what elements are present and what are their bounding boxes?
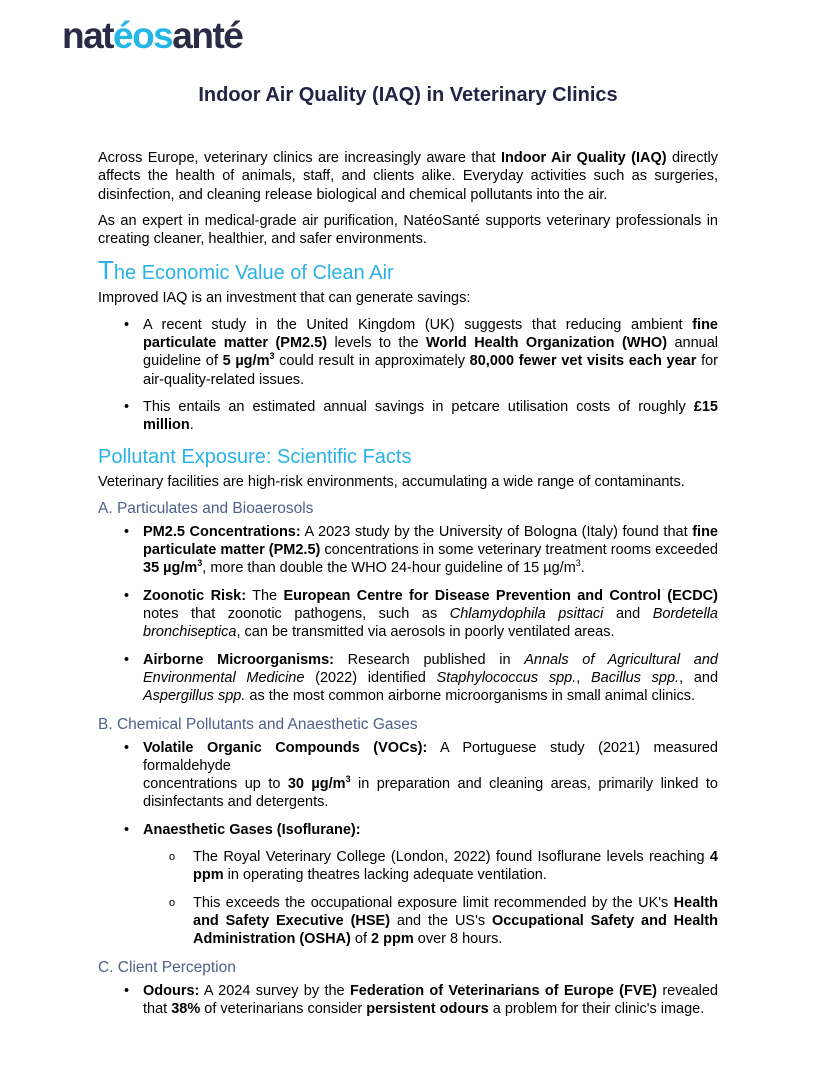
text-run: he Economic Value of Clean Air xyxy=(113,262,394,285)
text-run: over 8 hours. xyxy=(413,931,503,948)
bullet-marker: • xyxy=(124,523,130,540)
subsection-a-heading xyxy=(98,499,718,519)
text-run: Aspergillus spp. xyxy=(143,688,246,705)
text-run: C. Client Perception xyxy=(98,958,236,976)
text-run: persistent odours xyxy=(366,1000,489,1017)
logo-part-eos: éos xyxy=(113,15,173,56)
economic-intro xyxy=(98,289,718,307)
subbullet-limits xyxy=(98,894,718,949)
text-run: Pollutant Exposure: Scientific Facts xyxy=(98,445,412,468)
text-run: revealed that xyxy=(143,982,718,1017)
bullet-marker: • xyxy=(124,651,130,668)
text-run: Staphylococcus spp. xyxy=(436,669,577,686)
text-run: as the most common airborne microorganisms in small animal clinics. xyxy=(245,688,696,705)
text-run: and xyxy=(603,606,653,623)
text-run: Odours: xyxy=(143,982,200,999)
intro-paragraph-2 xyxy=(98,212,718,249)
subbullet-marker: o xyxy=(169,851,176,864)
text-run: A 2024 survey by the xyxy=(199,982,350,999)
bullet-marker: • xyxy=(124,316,130,333)
text-run: T xyxy=(98,255,114,286)
bullet-marker: • xyxy=(124,739,130,756)
text-run: 2 ppm xyxy=(371,931,414,948)
text-run: Annals of Agricultural and Environmental Medicine xyxy=(143,651,718,686)
text-run: Anaesthetic Gases (Isoflurane): xyxy=(143,821,361,838)
text-run: fine particulate matter (PM2.5) xyxy=(143,523,718,559)
text-run: £15 million xyxy=(143,398,718,434)
text-run: Zoonotic Risk: xyxy=(143,587,247,604)
text-run: levels to the xyxy=(327,335,426,352)
text-run: 30 µg/m xyxy=(287,776,346,793)
text-run: Bordetella bronchiseptica xyxy=(143,606,718,641)
subsection-c-heading xyxy=(98,958,718,978)
text-run: A recent study in the United Kingdom (UK) suggests that reducing ambient xyxy=(143,316,693,333)
text-run: of xyxy=(350,931,372,948)
text-run: directly affects the health of animals, staff, and clients alike. Everyday activities such as surgeries, disinfection, and cleaning release biological and chemical pollutants into the air. xyxy=(98,150,718,203)
text-run: , and xyxy=(679,669,719,686)
text-run: This exceeds the occupational exposure limit recommended by the UK's xyxy=(193,894,674,911)
bullet-marker: • xyxy=(124,587,130,604)
text-run: Research published in xyxy=(333,651,525,668)
text-run: The xyxy=(246,587,284,604)
text-run: Improved IAQ is an investment that can generate savings: xyxy=(98,290,471,307)
text-run: 3 xyxy=(345,774,351,785)
bullet-marker: • xyxy=(124,398,130,415)
section-heading-pollutant-exposure xyxy=(98,444,718,471)
text-run: in operating theatres lacking adequate ventilation. xyxy=(223,867,547,884)
text-run: Chlamydophila psittaci xyxy=(449,606,604,623)
logo-part-nat: nat xyxy=(62,15,113,56)
text-run: As an expert in medical-grade air purification, NatéoSanté supports veterinary professionals in creating cleaner, healthier, and safer environments. xyxy=(98,212,718,248)
document-title: Indoor Air Quality (IAQ) in Veterinary Clinics xyxy=(198,84,618,106)
text-run: World Health Organization (WHO) xyxy=(425,335,668,352)
bullet-uk-study xyxy=(98,316,718,389)
text-run: (2022) identified xyxy=(304,669,437,686)
text-run: , more than double the WHO 24-hour guideline of 15 µg/m xyxy=(202,560,576,577)
text-run: of veterinarians consider xyxy=(200,1000,367,1017)
nateosante-logo xyxy=(62,16,816,56)
text-run: 5 µg/m xyxy=(222,353,270,370)
text-run: Veterinary facilities are high-risk environments, accumulating a wide range of contaminants. xyxy=(98,473,685,490)
bullet-marker: • xyxy=(124,982,130,999)
text-run: concentrations up to xyxy=(143,776,288,793)
text-run: A Portuguese study (2021) measured formaldehyde xyxy=(143,739,718,774)
text-run: Health and Safety Executive (HSE) xyxy=(193,894,718,929)
text-run: , can be transmitted via aerosols in poorly ventilated areas. xyxy=(236,624,615,641)
text-run: 38% xyxy=(171,1000,201,1017)
text-run: B. Chemical Pollutants and Anaesthetic Gases xyxy=(98,715,418,733)
intro-paragraph-1 xyxy=(98,149,718,204)
text-run: 3 xyxy=(575,558,581,569)
text-run: . xyxy=(189,417,194,434)
text-run: 35 µg/m xyxy=(143,560,198,577)
bullet-odours xyxy=(98,982,718,1019)
text-run: Indoor Air Quality (IAQ) xyxy=(500,150,667,166)
text-run: 4 ppm xyxy=(193,849,718,884)
section-heading-economic-value xyxy=(98,257,718,287)
text-run: Federation of Veterinarians of Europe (FVE) xyxy=(349,982,658,999)
text-run: A. Particulates and Bioaerosols xyxy=(98,499,314,517)
subsection-b-heading xyxy=(98,715,718,735)
text-run: Occupational Safety and Health Administration (OSHA) xyxy=(193,912,718,948)
bullet-airborne xyxy=(98,651,718,706)
pollutant-intro xyxy=(98,473,718,491)
text-run: A 2023 study by the University of Bologna (Italy) found that xyxy=(300,523,693,540)
bullet-pm25 xyxy=(98,523,718,578)
bullet-savings xyxy=(98,398,718,435)
subbullet-rvc xyxy=(98,848,718,885)
text-run: 80,000 fewer vet visits each year xyxy=(469,353,697,370)
bullet-zoonotic xyxy=(98,587,718,642)
text-run: Across Europe, veterinary clinics are increasingly aware that xyxy=(98,150,501,166)
document-content xyxy=(98,149,718,1018)
text-run: a problem for their clinic's image. xyxy=(488,1000,705,1017)
bullet-vocs xyxy=(98,739,718,812)
text-run: in preparation and cleaning areas, primarily linked to disinfectants and detergents. xyxy=(143,776,718,811)
text-run: This entails an estimated annual savings in petcare utilisation costs of roughly xyxy=(143,398,694,415)
bullet-anaesthetic xyxy=(98,821,718,839)
text-run: could result in approximately xyxy=(274,353,470,370)
logo-part-ante: anté xyxy=(172,15,243,56)
subbullet-marker: o xyxy=(169,896,176,909)
document-page xyxy=(0,16,816,1072)
text-run: PM2.5 Concentrations: xyxy=(143,523,301,540)
text-run: European Centre for Disease Prevention and Control (ECDC) xyxy=(283,587,718,604)
text-run: and the US's xyxy=(390,912,492,929)
text-run: for air-quality-related issues. xyxy=(143,353,718,388)
text-run: . xyxy=(580,560,585,577)
text-run: , xyxy=(576,669,591,686)
text-run: 3 xyxy=(269,351,275,362)
text-run: 3 xyxy=(197,558,203,569)
text-run: fine particulate matter (PM2.5) xyxy=(143,316,718,352)
text-run: The Royal Veterinary College (London, 2022) found Isoflurane levels reaching xyxy=(193,849,710,866)
text-run: notes that zoonotic pathogens, such as xyxy=(143,606,450,623)
text-run: annual guideline of xyxy=(143,335,718,370)
text-run: Volatile Organic Compounds (VOCs): xyxy=(143,739,428,756)
bullet-marker: • xyxy=(124,821,130,838)
text-run: Airborne Microorganisms: xyxy=(143,651,334,668)
text-run: concentrations in some veterinary treatment rooms exceeded xyxy=(320,542,718,559)
text-run: Bacillus spp. xyxy=(590,669,680,686)
